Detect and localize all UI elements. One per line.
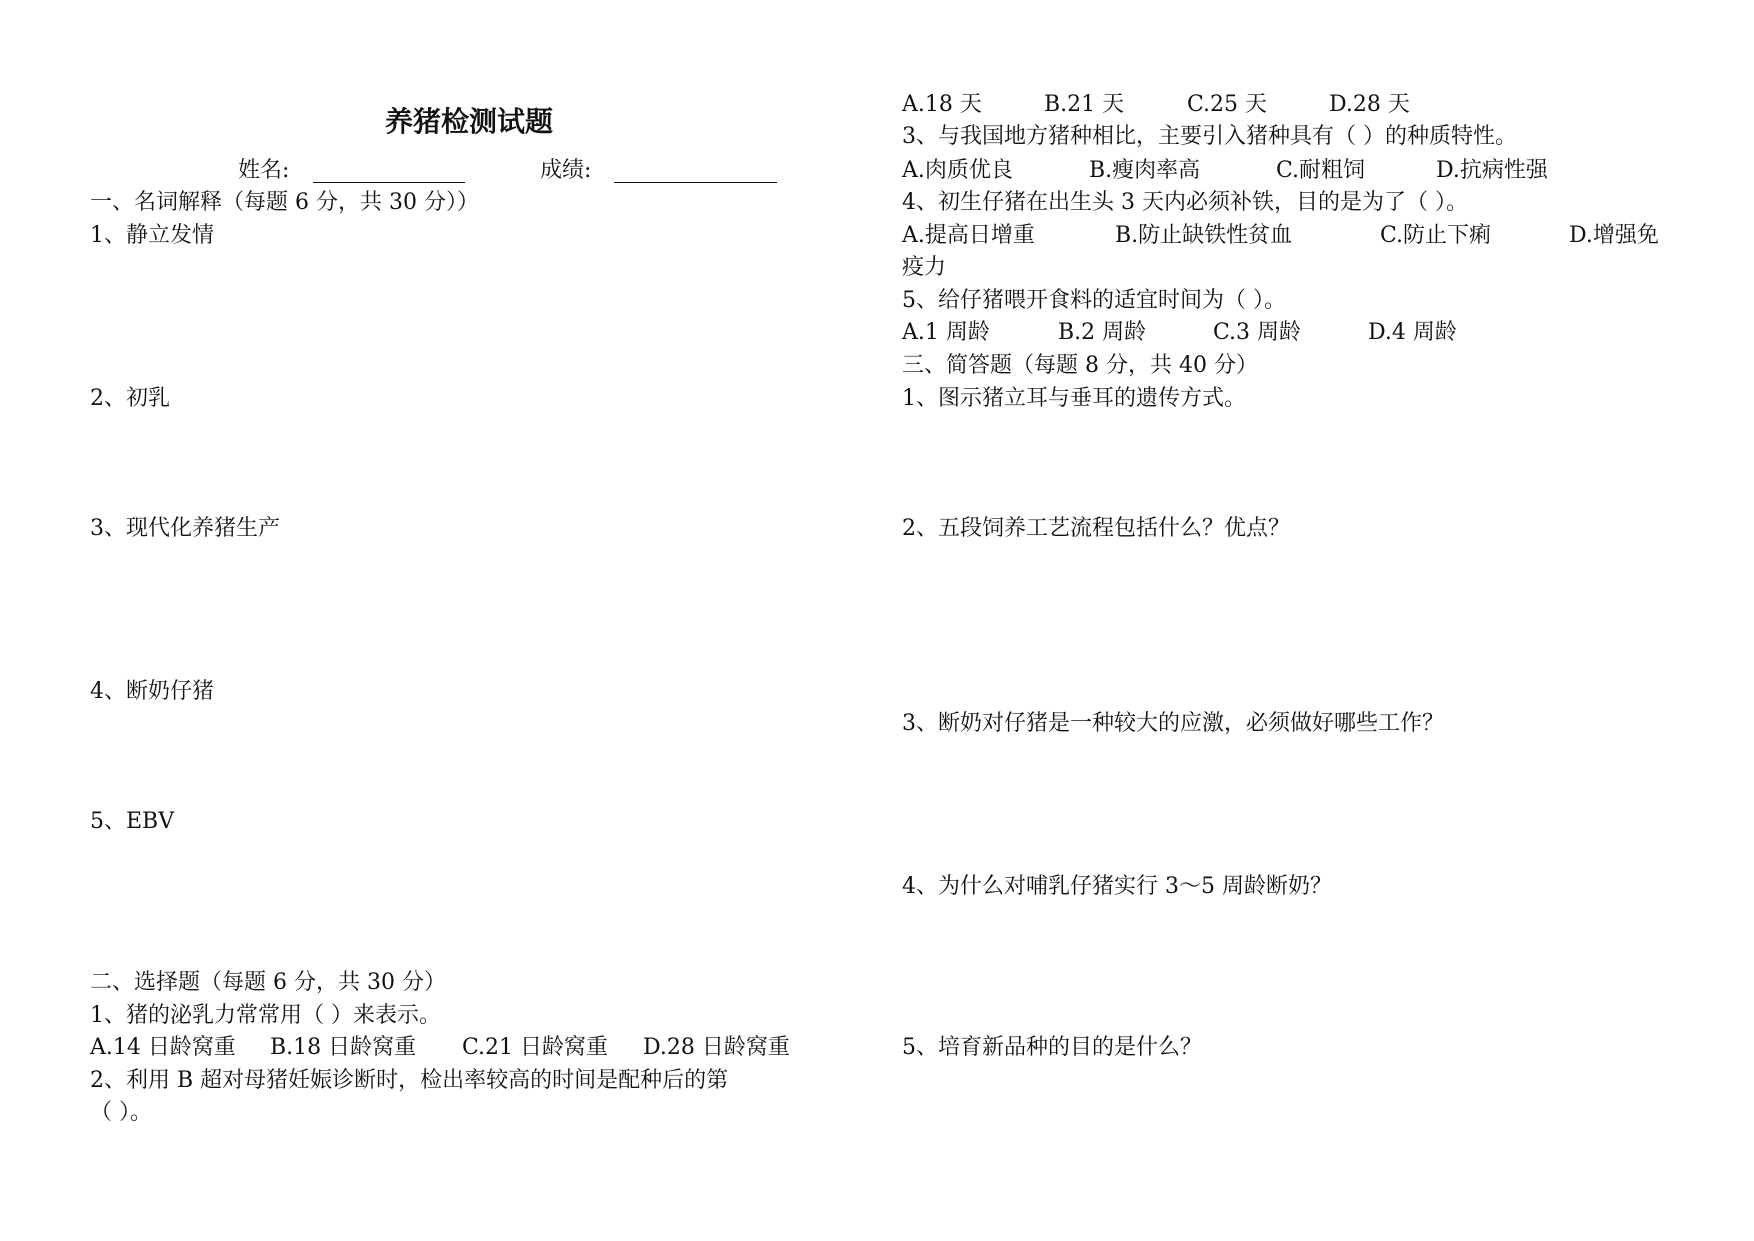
choice-option: B.21 天 <box>1044 92 1125 117</box>
choice-question: 3、与我国地方猪种相比，主要引入猪种具有（ ）的种质特性。 <box>902 124 1517 149</box>
choice-options <box>902 221 1682 251</box>
term-item: 3、现代化养猪生产 <box>90 516 280 541</box>
choice-question: 1、猪的泌乳力常常用（ ）来表示。 <box>90 1003 441 1028</box>
choice-option: D.增强免 <box>1569 223 1659 248</box>
score-label: 成绩: <box>540 158 592 183</box>
choice-option: D.28 日龄窝重 <box>643 1035 790 1060</box>
choice-option: D.抗病性强 <box>1436 158 1548 183</box>
score-blank-line[interactable] <box>614 182 777 183</box>
choice-options <box>90 1033 850 1063</box>
choice-option: A.14 日龄窝重 <box>90 1035 236 1060</box>
exam-title: 养猪检测试题 <box>385 105 554 138</box>
choice-option: B.2 周龄 <box>1058 320 1147 345</box>
choice-option: C.21 日龄窝重 <box>462 1035 609 1060</box>
section2-heading: 二、选择题（每题 6 分，共 30 分） <box>90 970 446 995</box>
short-answer-question: 3、断奶对仔猪是一种较大的应激，必须做好哪些工作？ <box>902 711 1444 736</box>
choice-option: A.提高日增重 <box>902 223 1035 248</box>
choice-option: C.25 天 <box>1187 92 1268 117</box>
section1-heading: 一、名词解释（每题 6 分，共 30 分）） <box>90 190 479 215</box>
choice-question: 5、给仔猪喂开食料的适宜时间为（ ）。 <box>902 288 1286 313</box>
short-answer-question: 1、图示猪立耳与垂耳的遗传方式。 <box>902 386 1246 411</box>
choice-option: B.防止缺铁性贫血 <box>1115 223 1293 248</box>
choice-question: 2、利用 B 超对母猪妊娠诊断时，检出率较高的时间是配种后的第 <box>90 1068 729 1093</box>
short-answer-question: 2、五段饲养工艺流程包括什么？优点？ <box>902 516 1290 541</box>
term-item: 4、断奶仔猪 <box>90 679 214 704</box>
section3-heading: 三、简答题（每题 8 分，共 40 分） <box>902 353 1258 378</box>
choice-option: A.18 天 <box>902 92 982 117</box>
name-label: 姓名: <box>238 158 290 183</box>
choice-option: B.18 日龄窝重 <box>270 1035 417 1060</box>
choice-option: C.3 周龄 <box>1213 320 1302 345</box>
choice-option-wrap: 疫力 <box>902 255 947 280</box>
choice-option: B.瘦肉率高 <box>1089 158 1201 183</box>
choice-option: C.防止下痢 <box>1380 223 1492 248</box>
term-item: 1、静立发情 <box>90 223 214 248</box>
choice-option: C.耐粗饲 <box>1276 158 1366 183</box>
choice-option: D.28 天 <box>1329 92 1410 117</box>
choice-option: A.1 周龄 <box>902 320 990 345</box>
choice-options <box>902 318 1682 348</box>
choice-options <box>902 90 1682 120</box>
choice-options <box>902 156 1682 186</box>
choice-option: A.肉质优良 <box>902 158 1013 183</box>
short-answer-question: 5、培育新品种的目的是什么？ <box>902 1035 1202 1060</box>
name-blank-line[interactable] <box>313 182 465 183</box>
choice-option: D.4 周龄 <box>1368 320 1457 345</box>
term-item: 2、初乳 <box>90 386 170 411</box>
short-answer-question: 4、为什么对哺乳仔猪实行 3～5 周龄断奶？ <box>902 874 1332 899</box>
term-item: 5、EBV <box>90 809 175 834</box>
choice-question-cont: （ ）。 <box>90 1100 152 1125</box>
choice-question: 4、初生仔猪在出生头 3 天内必须补铁，目的是为了（ ）。 <box>902 190 1468 215</box>
